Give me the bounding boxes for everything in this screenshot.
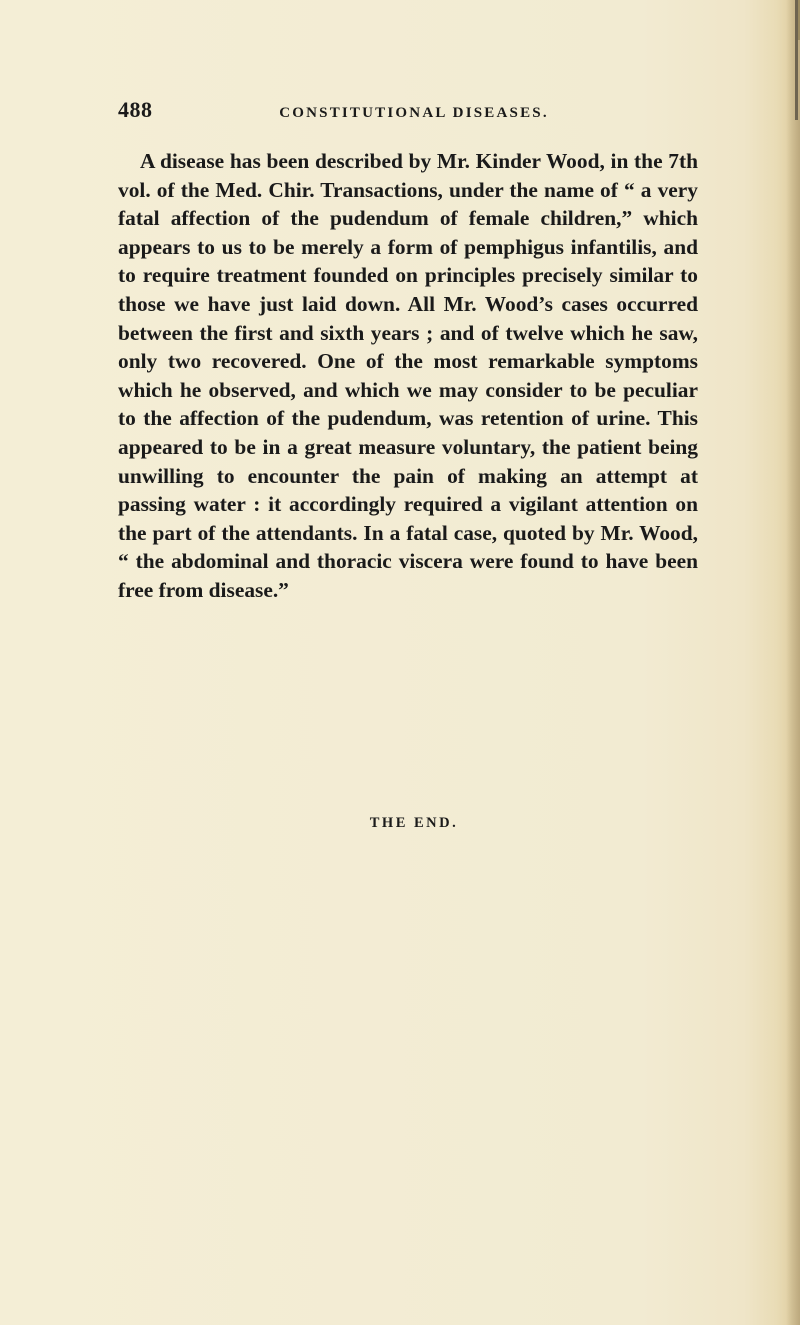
page-number: 488 — [118, 97, 153, 122]
running-title: CONSTITUTIONAL DISEASES. — [279, 105, 549, 121]
the-end-text: THE END. — [369, 815, 459, 831]
page-header — [118, 97, 698, 127]
body-paragraph: A disease has been described by Mr. Kinder Wood, in the 7th vol. of the Med. Chir. Transactions, under the name of “ a very fatal affection of the pudendum of female children,” which appears to us to be merely a form of pemphigus infantilis, and to require treatment founded on principles precisely similar to those we have just laid down. All Mr. Wood’s cases occurred between the first and sixth years ; and of twelve which he saw, only two recovered. One of the most remarkable symptoms which he observed, and which we may consider to be peculiar to the affection of the pudendum, was retention of urine. This appeared to be in a great measure voluntary, the patient being unwilling to encounter the pain of making an attempt at passing water : it accordingly required a vigilant attention on the part of the attendants. In a fatal case, quoted by Mr. Wood, “ the abdominal and thoracic viscera were found to have been free from disease.” — [118, 149, 698, 602]
page-edge-shadow — [786, 0, 800, 1325]
